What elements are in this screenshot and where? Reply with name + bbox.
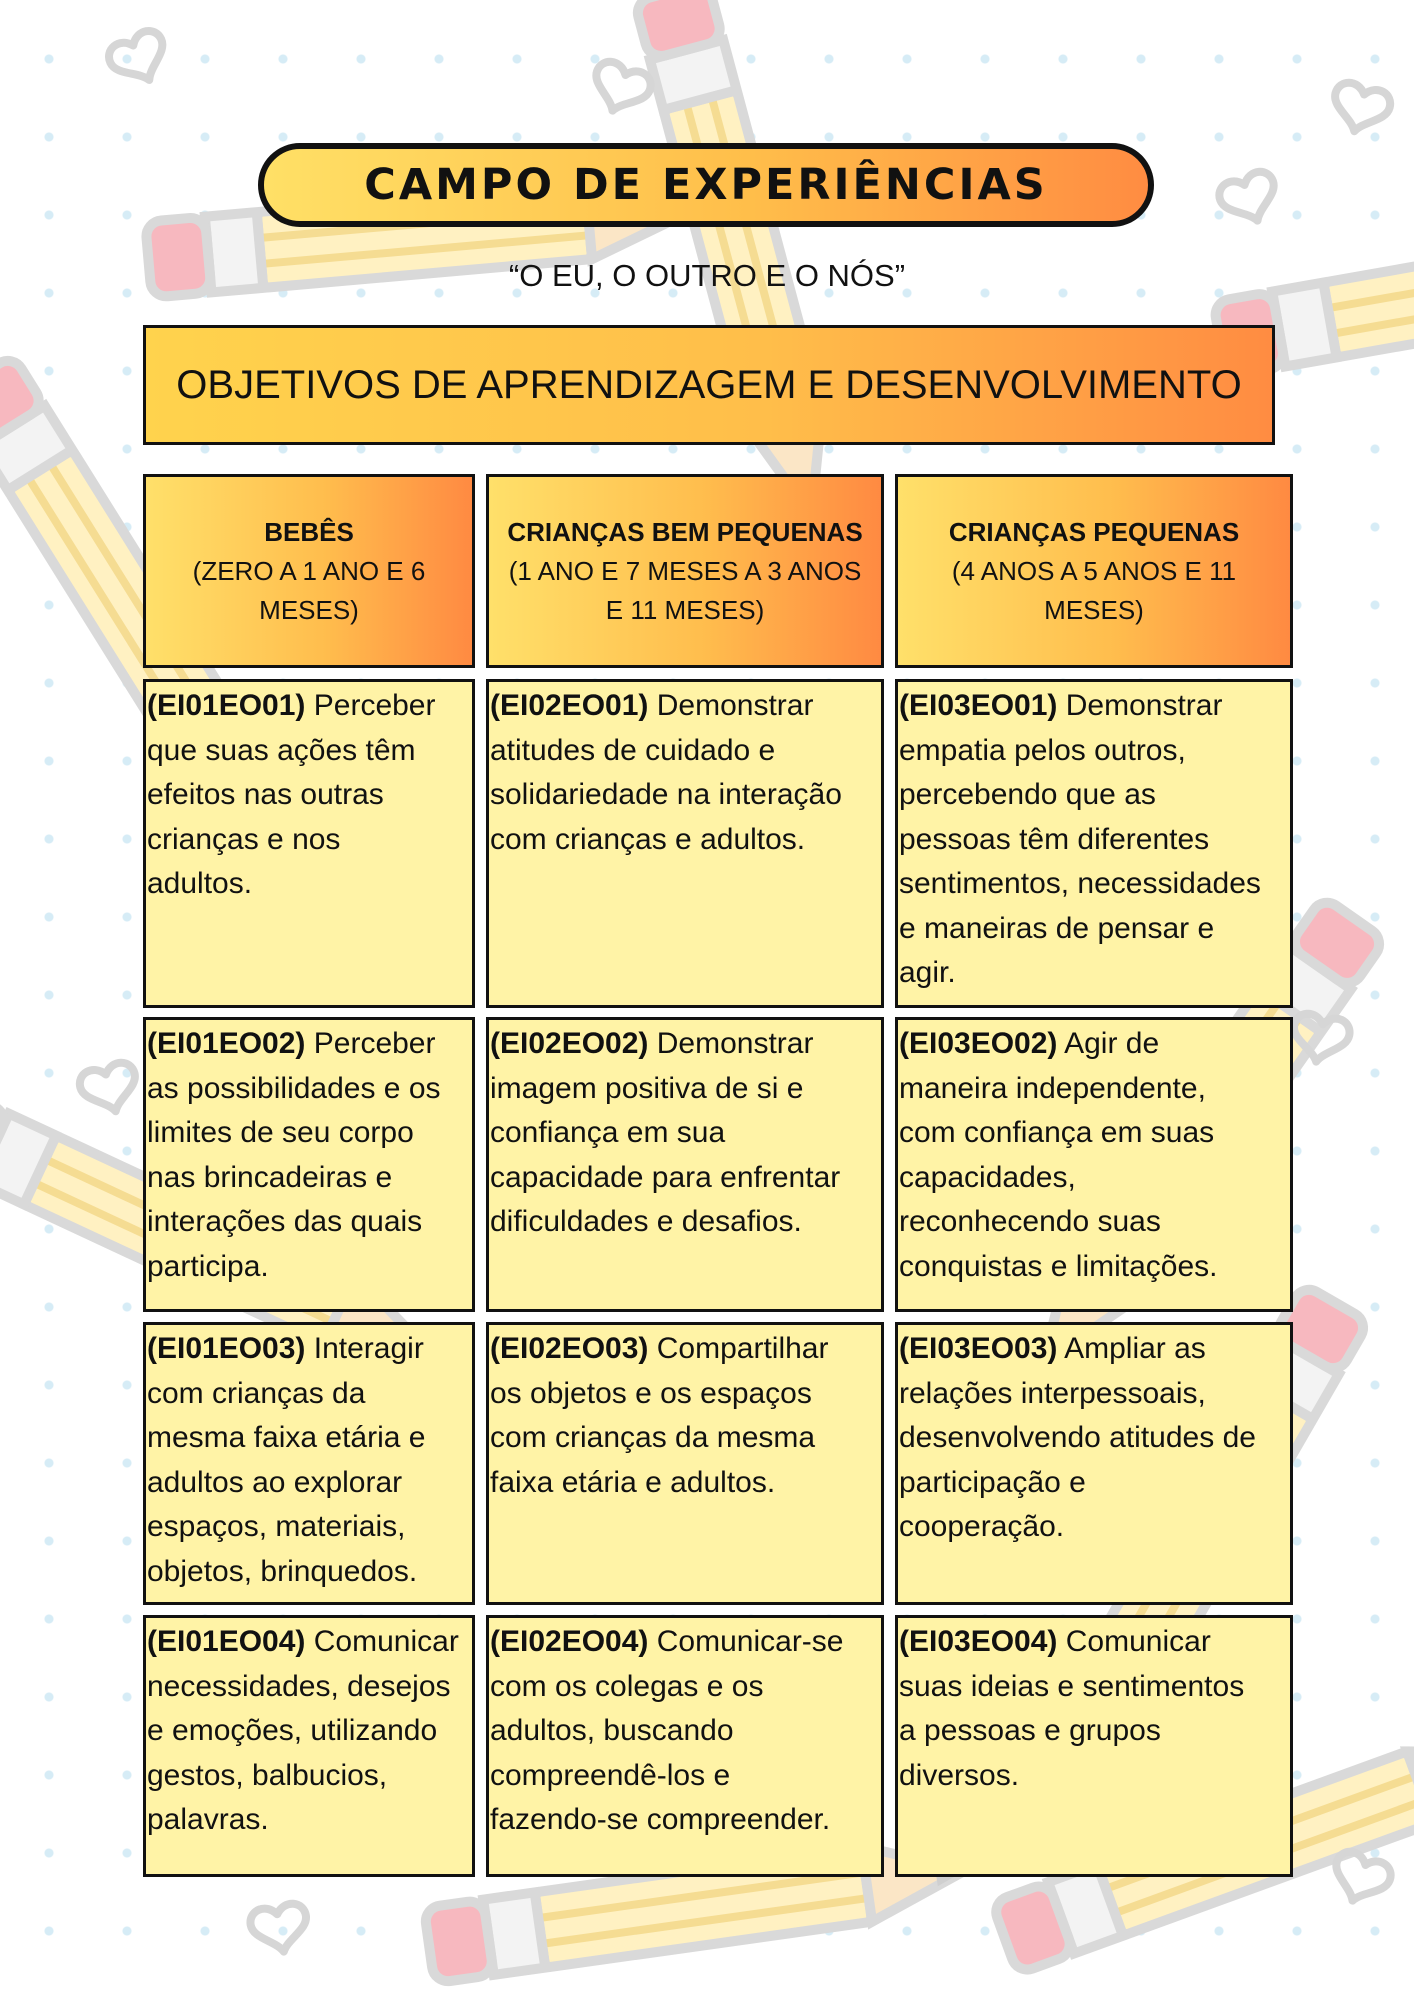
- objective-code: (EI02EO03): [490, 1332, 649, 1365]
- objective-line: pessoas têm diferentes: [899, 822, 1210, 856]
- objective-line: e maneiras de pensar e: [899, 911, 1215, 945]
- page-subtitle: “O EU, O OUTRO E O NÓS”: [508, 258, 906, 293]
- column-header-age: (1 ANO E 7 MESES A 3 ANOS: [508, 555, 862, 586]
- objective-line: participa.: [147, 1249, 269, 1283]
- objective-line: solidariedade na interação: [490, 778, 842, 811]
- objective-line: percebendo que as: [899, 778, 1156, 811]
- objective-line: (EI03EO03) Ampliar as: [899, 1332, 1206, 1365]
- column-header-criancas-bem-pequenas: [486, 474, 884, 668]
- objective-code: (EI03EO01): [899, 689, 1058, 722]
- column-header-age: (4 ANOS A 5 ANOS E 11: [951, 555, 1237, 586]
- page-title: CAMPO DE EXPERIÊNCIAS: [258, 143, 1154, 227]
- objective-code: (EI01EO01): [147, 689, 306, 722]
- objective-line: sentimentos, necessidades: [899, 867, 1261, 900]
- objective-line: com crianças e adultos.: [490, 822, 806, 856]
- objective-line: os objetos e os espaços: [490, 1376, 812, 1410]
- objective-code: (EI01EO04): [147, 1625, 306, 1658]
- objective-code: (EI02EO04): [490, 1625, 649, 1658]
- objective-line: com crianças da: [147, 1376, 366, 1410]
- column-header-title: BEBÊS: [264, 516, 354, 547]
- objective-cell-ei02eo03: [486, 1322, 884, 1605]
- objective-line: efeitos nas outras: [147, 778, 384, 811]
- objective-line: com crianças da mesma: [490, 1421, 816, 1454]
- objective-line: com os colegas e os: [490, 1669, 764, 1703]
- objective-line: palavras.: [147, 1803, 269, 1836]
- objective-line: diversos.: [899, 1758, 1020, 1792]
- objective-line: reconhecendo suas: [899, 1205, 1161, 1238]
- objective-code: (EI01EO02): [147, 1027, 306, 1060]
- objective-line: limites de seu corpo: [147, 1116, 414, 1149]
- objective-line: dificuldades e desafios.: [490, 1205, 802, 1238]
- objective-line: (EI02EO04) Comunicar-se: [490, 1625, 844, 1658]
- objective-cell-ei02eo02: [486, 1017, 884, 1312]
- objective-line: agir.: [899, 956, 956, 989]
- objective-line: mesma faixa etária e: [147, 1421, 426, 1454]
- objective-cell-ei02eo01: [486, 679, 884, 1008]
- objective-cell-ei03eo01: [895, 679, 1293, 1008]
- objective-code: (EI03EO02): [899, 1027, 1058, 1060]
- objective-line: (EI01EO02) Perceber: [147, 1027, 436, 1060]
- objective-line: (EI02EO01) Demonstrar: [490, 689, 814, 722]
- objective-cell-ei02eo04: [486, 1615, 884, 1877]
- objective-cell-ei01eo03: [143, 1322, 475, 1605]
- objective-line: nas brincadeiras e: [147, 1160, 393, 1194]
- objective-line: gestos, balbucios,: [147, 1758, 388, 1792]
- objective-code: (EI03EO04): [899, 1625, 1058, 1658]
- objective-line: e emoções, utilizando: [147, 1714, 438, 1747]
- column-header-title: CRIANÇAS PEQUENAS: [948, 516, 1240, 547]
- objective-line: faixa etária e adultos.: [490, 1465, 776, 1499]
- objective-code: (EI03EO03): [899, 1332, 1058, 1365]
- objective-line: (EI01EO04) Comunicar: [147, 1625, 459, 1658]
- objective-line: confiança em sua: [490, 1116, 726, 1149]
- objective-line: adultos ao explorar: [147, 1465, 403, 1499]
- column-header-age: (ZERO A 1 ANO E 6: [192, 555, 426, 586]
- objective-line: as possibilidades e os: [147, 1071, 441, 1105]
- objective-line: capacidade para enfrentar: [490, 1160, 841, 1194]
- objective-line: (EI03EO04) Comunicar: [899, 1625, 1211, 1658]
- objective-line: (EI01EO03) Interagir: [147, 1332, 424, 1365]
- column-header-bebes: [143, 474, 475, 668]
- objective-line: atitudes de cuidado e: [490, 733, 776, 767]
- objective-line: (EI02EO02) Demonstrar: [490, 1027, 814, 1060]
- column-header-age: MESES): [259, 594, 359, 625]
- objective-line: adultos, buscando: [490, 1714, 734, 1747]
- objective-line: (EI02EO03) Compartilhar: [490, 1332, 829, 1365]
- objective-line: capacidades,: [899, 1160, 1076, 1194]
- objectives-heading: OBJETIVOS DE APRENDIZAGEM E DESENVOLVIMENTO: [143, 325, 1275, 445]
- column-header-age: E 11 MESES): [605, 594, 765, 625]
- objective-line: cooperação.: [899, 1510, 1065, 1543]
- objective-line: relações interpessoais,: [899, 1376, 1206, 1410]
- objective-cell-ei01eo01: [143, 679, 475, 1008]
- objective-line: (EI01EO01) Perceber: [147, 689, 436, 722]
- objective-line: imagem positiva de si e: [490, 1071, 804, 1105]
- column-header-criancas-pequenas: [895, 474, 1293, 668]
- objective-line: (EI03EO02) Agir de: [899, 1027, 1160, 1060]
- objective-line: suas ideias e sentimentos: [899, 1669, 1245, 1703]
- objective-line: conquistas e limitações.: [899, 1249, 1218, 1283]
- objective-line: empatia pelos outros,: [899, 733, 1186, 767]
- objective-line: interações das quais: [147, 1205, 423, 1238]
- objective-line: fazendo-se compreender.: [490, 1803, 831, 1836]
- objective-line: compreendê-los e: [490, 1758, 731, 1792]
- objective-line: necessidades, desejos: [147, 1669, 451, 1703]
- objective-line: maneira independente,: [899, 1071, 1206, 1105]
- objective-line: participação e: [899, 1465, 1086, 1499]
- objective-line: desenvolvendo atitudes de: [899, 1421, 1256, 1454]
- objective-cell-ei03eo02: [895, 1017, 1293, 1312]
- objective-code: (EI02EO01): [490, 689, 649, 722]
- objective-cell-ei03eo03: [895, 1322, 1293, 1605]
- objective-line: adultos.: [147, 867, 253, 900]
- column-header-age: MESES): [1044, 594, 1144, 625]
- column-header-title: CRIANÇAS BEM PEQUENAS: [507, 516, 863, 547]
- objective-cell-ei01eo02: [143, 1017, 475, 1312]
- objective-line: com confiança em suas: [899, 1116, 1215, 1149]
- objective-line: que suas ações têm: [147, 733, 416, 767]
- objective-cell-ei01eo04: [143, 1615, 475, 1877]
- objective-line: a pessoas e grupos: [899, 1714, 1161, 1747]
- objective-line: objetos, brinquedos.: [147, 1554, 418, 1588]
- objective-code: (EI01EO03): [147, 1332, 306, 1365]
- objective-line: (EI03EO01) Demonstrar: [899, 689, 1223, 722]
- objective-line: crianças e nos: [147, 822, 341, 856]
- objective-cell-ei03eo04: [895, 1615, 1293, 1877]
- objective-code: (EI02EO02): [490, 1027, 649, 1060]
- objective-line: espaços, materiais,: [147, 1510, 406, 1543]
